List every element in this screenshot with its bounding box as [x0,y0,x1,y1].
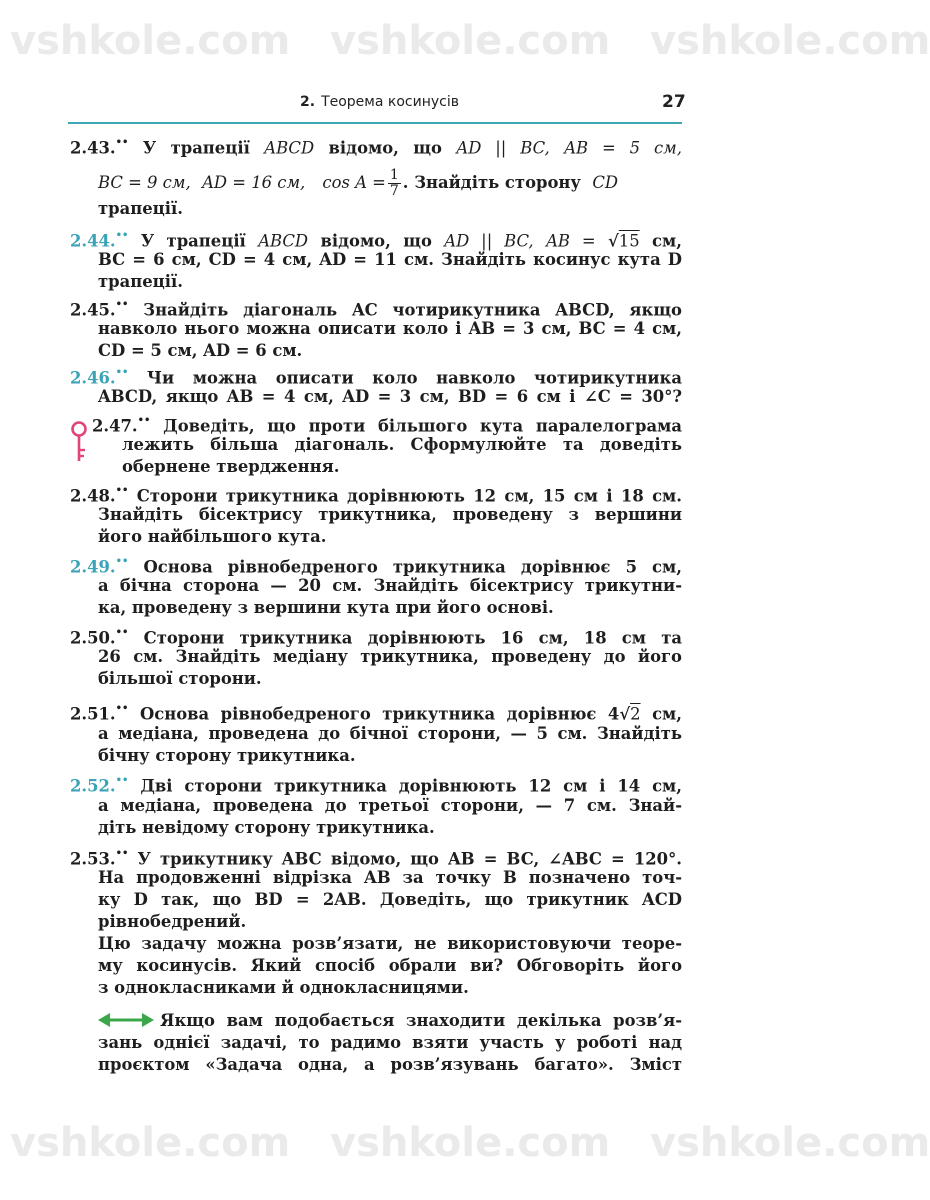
problem-2-43-line-3: трапеції. [98,199,183,218]
fraction-one-seventh: $\frac{1}{7}$ [389,167,399,199]
problem-2-52-line-1: 2.52.•• Дві сторони трикутника дорівнюють 12 см і 14 см, [70,775,682,796]
problem-2-50-line-2: 26 см. Знайдіть медіану трикутника, проведену до його [98,647,682,666]
problem-2-49-line-3: ка, проведену з вершини кута при його основі. [98,598,554,617]
project-note-line-2: зань однієї задачі, то радимо взяти участь у роботі над [98,1033,682,1052]
problem-2-53-line-6: му косинусів. Який спосіб обрали ви? Обговоріть його [98,956,682,975]
watermark: vshkole.com [10,1120,291,1166]
chapter-number: 2. [300,94,316,110]
problem-2-53-line-5: Цю задачу можна розв’язати, не використовуючи теоре- [98,934,682,953]
problem-2-44-line-1: 2.44.•• У трапеції ABCD відомо, що AD || BC, AB = √15 см, [70,230,682,251]
problem-2-49-line-2: а бічна сторона — 20 см. Знайдіть бісектрису трикутни- [98,576,682,595]
problem-2-51-line-2: а медіана, проведена до бічної сторони, — 5 см. Знайдіть [98,724,682,743]
problem-2-52-line-2: а медіана, проведена до третьої сторони, — 7 см. Знай- [98,796,682,815]
problem-2-46-line-1: 2.46.•• Чи можна описати коло навколо чотирикутника [70,367,682,388]
problem-2-47-line-2: лежить більша діагональ. Сформулюйте та доведіть [122,435,682,454]
watermark: vshkole.com [330,1120,611,1166]
header-rule [68,122,682,124]
problem-2-48-line-2: Знайдіть бісектрису трикутника, проведену з вершини [98,505,682,524]
problem-2-53-line-4: рівнобедрений. [98,912,247,931]
project-note-line-3: проєктом «Задача одна, а розв’язувань багато». Зміст [98,1055,682,1074]
problem-2-45-line-3: CD = 5 см, AD = 6 см. [98,341,303,360]
problem-2-43-line-2: BC = 9 см, AD = 16 см, cos A = $\frac{1}{7}$ . Знайдіть сторону CD [98,167,618,199]
problem-2-52-line-3: діть невідому сторону трикутника. [98,818,435,837]
problem-2-45-line-2: навколо нього можна описати коло і AB = 3 см, BC = 4 см, [98,319,682,338]
problem-2-47-line-3: обернене твердження. [122,457,340,476]
problem-2-44-line-2: BC = 6 см, CD = 4 см, AD = 11 см. Знайдіть косинус кута D [98,250,682,269]
problem-2-43-line-1: 2.43.•• У трапеції ABCD відомо, що AD || BC, AB = 5 см, [70,137,682,158]
watermark: vshkole.com [330,18,611,64]
watermark: vshkole.com [650,18,930,64]
double-arrow-icon [98,1012,154,1028]
problem-2-49-line-1: 2.49.•• Основа рівнобедреного трикутника дорівнює 5 см, [70,556,682,577]
problem-2-48-line-1: 2.48.•• Сторони трикутника дорівнюють 12 см, 15 см і 18 см. [70,485,682,506]
problem-2-44-line-3: трапеції. [98,272,183,291]
chapter-header [300,94,459,110]
problem-2-45-line-1: 2.45.•• Знайдіть діагональ AC чотирикутника ABCD, якщо [70,299,682,320]
watermark: vshkole.com [10,18,291,64]
key-icon [68,420,90,464]
problem-2-51-line-3: бічну сторону трикутника. [98,746,356,765]
problem-2-51-line-1: 2.51.•• Основа рівнобедреного трикутника дорівнює 4√2 см, [70,703,682,724]
problem-2-46-line-2: ABCD, якщо AB = 4 см, AD = 3 см, BD = 6 см і ∠C = 30°? [98,387,682,406]
problem-2-53-line-3: ку D так, що BD = 2AB. Доведіть, що трикутник ACD [98,890,682,909]
project-note-line-1: Якщо вам подобається знаходити декілька розв’я- [160,1011,682,1030]
problem-2-53-line-7: з однокласниками й однокласницями. [98,978,469,997]
problem-2-50-line-3: більшої сторони. [98,669,262,688]
problem-2-50-line-1: 2.50.•• Сторони трикутника дорівнюють 16 см, 18 см та [70,627,682,648]
page-number: 27 [662,92,686,112]
problem-2-53-line-1: 2.53.•• У трикутнику ABC відомо, що AB = BC, ∠ABC = 120°. [70,848,682,869]
problem-2-53-line-2: На продовженні відрізка AB за точку B позначено точ- [98,868,682,887]
chapter-title: Теорема косинусів [321,94,459,110]
problem-2-48-line-3: його найбільшого кута. [98,527,327,546]
problem-2-47-line-1: 2.47.•• Доведіть, що проти більшого кута паралелограма [92,415,682,436]
watermark: vshkole.com [650,1120,930,1166]
